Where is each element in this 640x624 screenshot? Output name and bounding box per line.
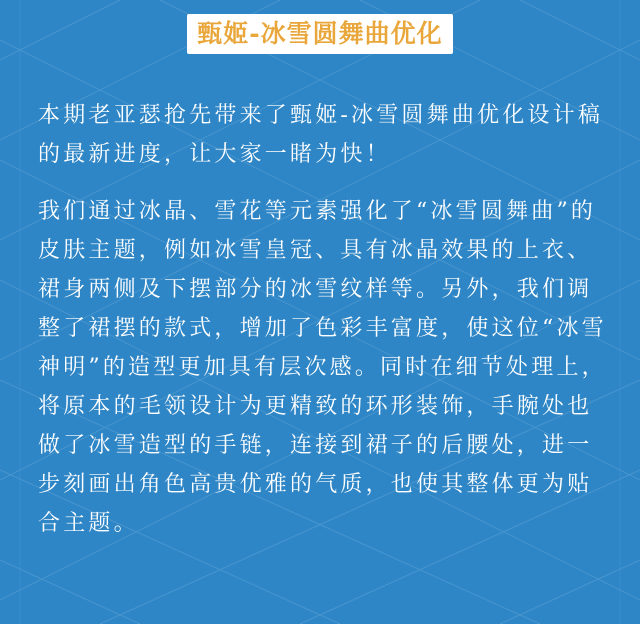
paragraph-intro: 本期老亚瑟抢先带来了甄姬-冰雪圆舞曲优化设计稿的最新进度，让大家一睹为快！ [38, 103, 604, 167]
title-container [0, 14, 640, 54]
paragraph-details: 我们通过冰晶、雪花等元素强化了“冰雪圆舞曲”的皮肤主题，例如冰雪皇冠、具有冰晶效果的上衣、裙身两侧及下摆部分的冰雪纹样等。另外，我们调整了裙摆的款式，增加了色彩丰富度，使这位“冰雪神明”的造型更加具有层次感。同时在细节处理上，将原本的毛领设计为更精致的环形装饰，手腕处也做了冰雪造型的手链，连接到裙子的后腰处，进一步刻画出角色高贵优雅的气质，也使其整体更为贴合主题。 [38, 199, 607, 536]
page-title: 甄姬-冰雪圆舞曲优化 [187, 14, 452, 54]
article-body [38, 96, 608, 543]
